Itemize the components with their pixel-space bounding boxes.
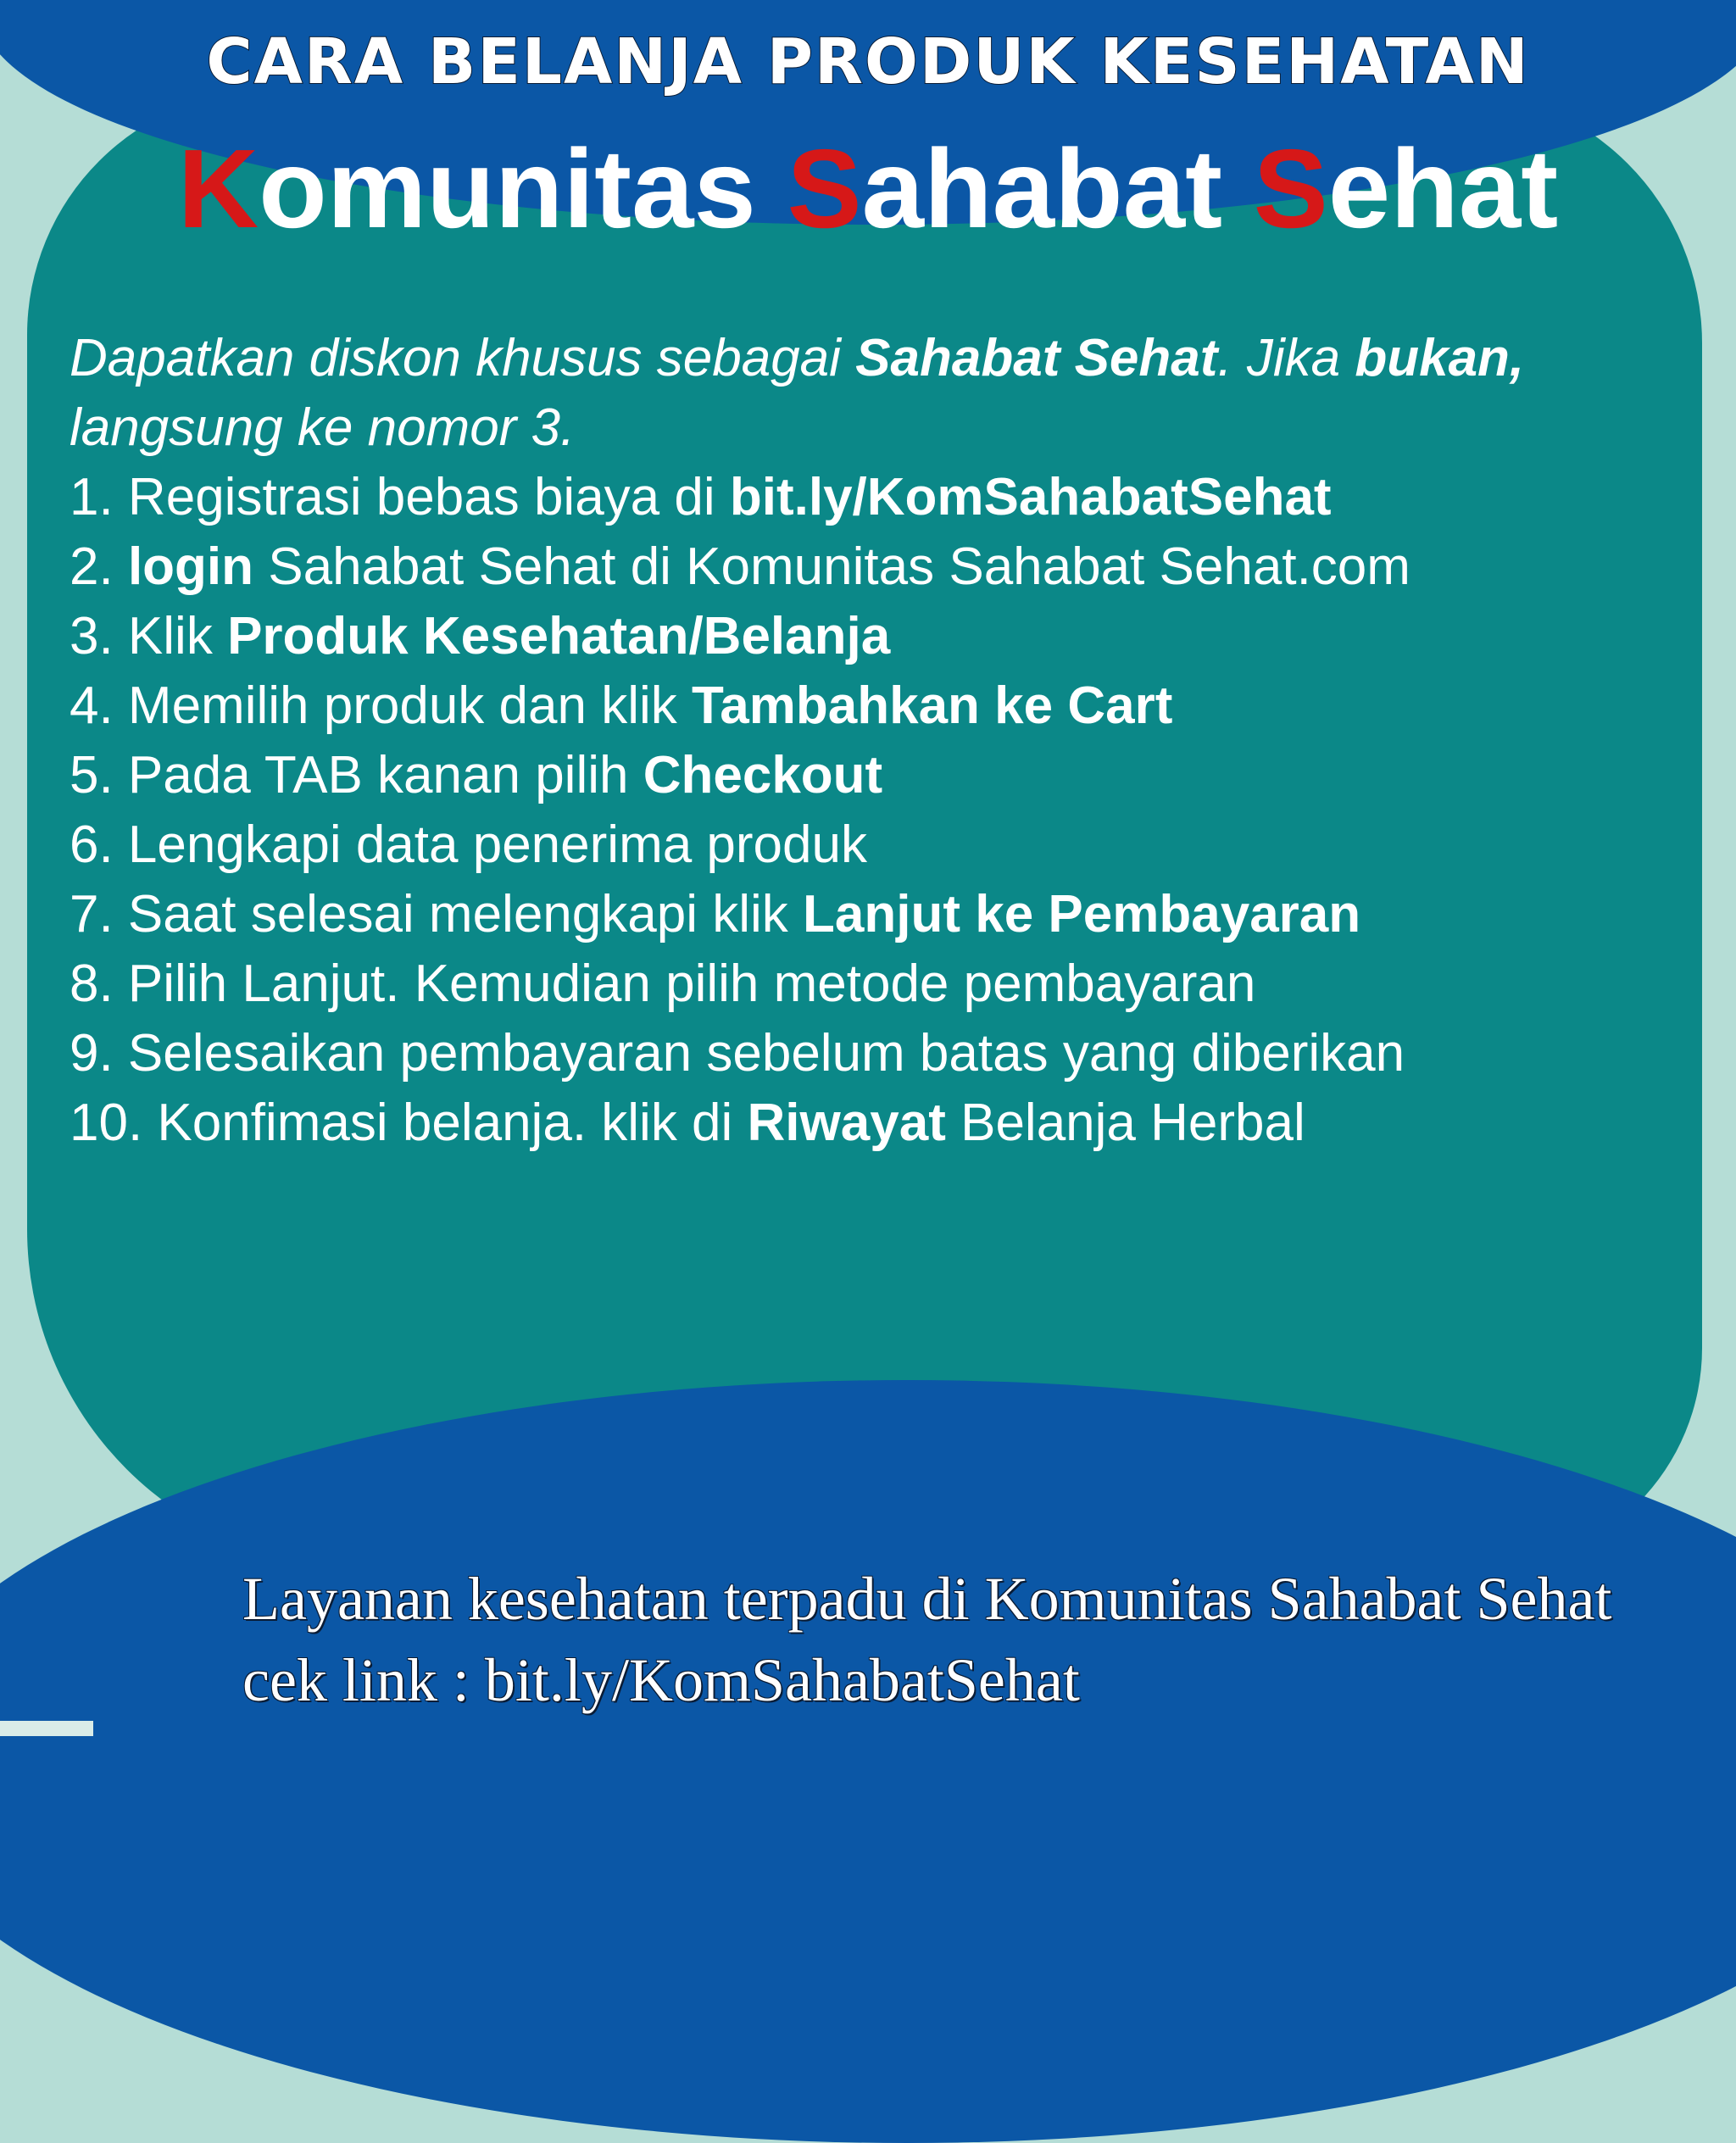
page-title: CARA BELANJA PRODUK KESEHATAN [206, 25, 1530, 98]
step-text: 4. Memilih produk dan klik [70, 676, 692, 735]
step-text: 5. Pada TAB kanan pilih [70, 746, 643, 804]
step-bold: Lanjut ke Pembayaran [803, 885, 1361, 943]
step-item [70, 671, 1705, 741]
step-bold: Tambahkan ke Cart [691, 676, 1173, 735]
step-item [70, 810, 1705, 880]
corner-decoration [0, 1721, 93, 1736]
brand-word-sehat: ehat [1327, 126, 1559, 251]
step-item [70, 463, 1705, 532]
step-text-tail: Belanja Herbal [945, 1094, 1305, 1152]
step-item [70, 741, 1705, 810]
step-bold: Produk Kesehatan/Belanja [227, 607, 891, 665]
brand-initial-s1: S [787, 126, 862, 251]
step-item [70, 532, 1705, 602]
intro-bold-2: bukan, [1355, 329, 1525, 387]
step-item [70, 949, 1705, 1019]
step-text: 2. [70, 537, 128, 596]
step-bold: Checkout [643, 746, 883, 804]
step-item [70, 602, 1705, 671]
steps-list [70, 463, 1705, 1158]
footer-link-line: cek link : bit.ly/KomSahabatSehat [242, 1646, 1080, 1714]
intro-part-3: langsung ke nomor 3. [70, 398, 576, 457]
brand-title [0, 127, 1736, 250]
brand-word-sahabat: ahabat [861, 126, 1254, 251]
step-text: 1. Registrasi bebas biaya di [70, 468, 730, 526]
step-item [70, 1019, 1705, 1088]
intro-part-2: . Jika [1217, 329, 1355, 387]
intro-bold-1: Sahabat Sehat [855, 329, 1218, 387]
step-item [70, 880, 1705, 949]
step-text: 10. Konfimasi belanja. klik di [70, 1094, 748, 1152]
step-text: 9. Selesaikan pembayaran sebelum batas yang diberikan [70, 1024, 1405, 1083]
footer-line-1: Layanan kesehatan terpadu di Komunitas Sahabat Sehat [242, 1565, 1612, 1633]
step-text: 6. Lengkapi data penerima produk [70, 815, 867, 874]
footer-text [242, 1558, 1734, 1721]
step-item [70, 1088, 1705, 1158]
instructions [70, 324, 1705, 1158]
brand-initial-k: K [177, 126, 259, 251]
step-text-tail: Sahabat Sehat di Komunitas Sahabat Sehat.com [253, 537, 1410, 596]
footer-banner [0, 1380, 1736, 2143]
step-text: 8. Pilih Lanjut. Kemudian pilih metode pembayaran [70, 955, 1256, 1013]
step-bold: bit.ly/KomSahabatSehat [729, 468, 1332, 526]
intro-part-1: Dapatkan diskon khusus sebagai [70, 329, 856, 387]
step-bold: Riwayat [747, 1094, 946, 1152]
brand-word-komunitas: omunitas [259, 126, 787, 251]
step-bold: login [127, 537, 254, 596]
step-text: 3. Klik [70, 607, 228, 665]
step-text: 7. Saat selesai melengkapi klik [70, 885, 804, 943]
intro-text [70, 324, 1705, 463]
brand-initial-s2: S [1253, 126, 1328, 251]
